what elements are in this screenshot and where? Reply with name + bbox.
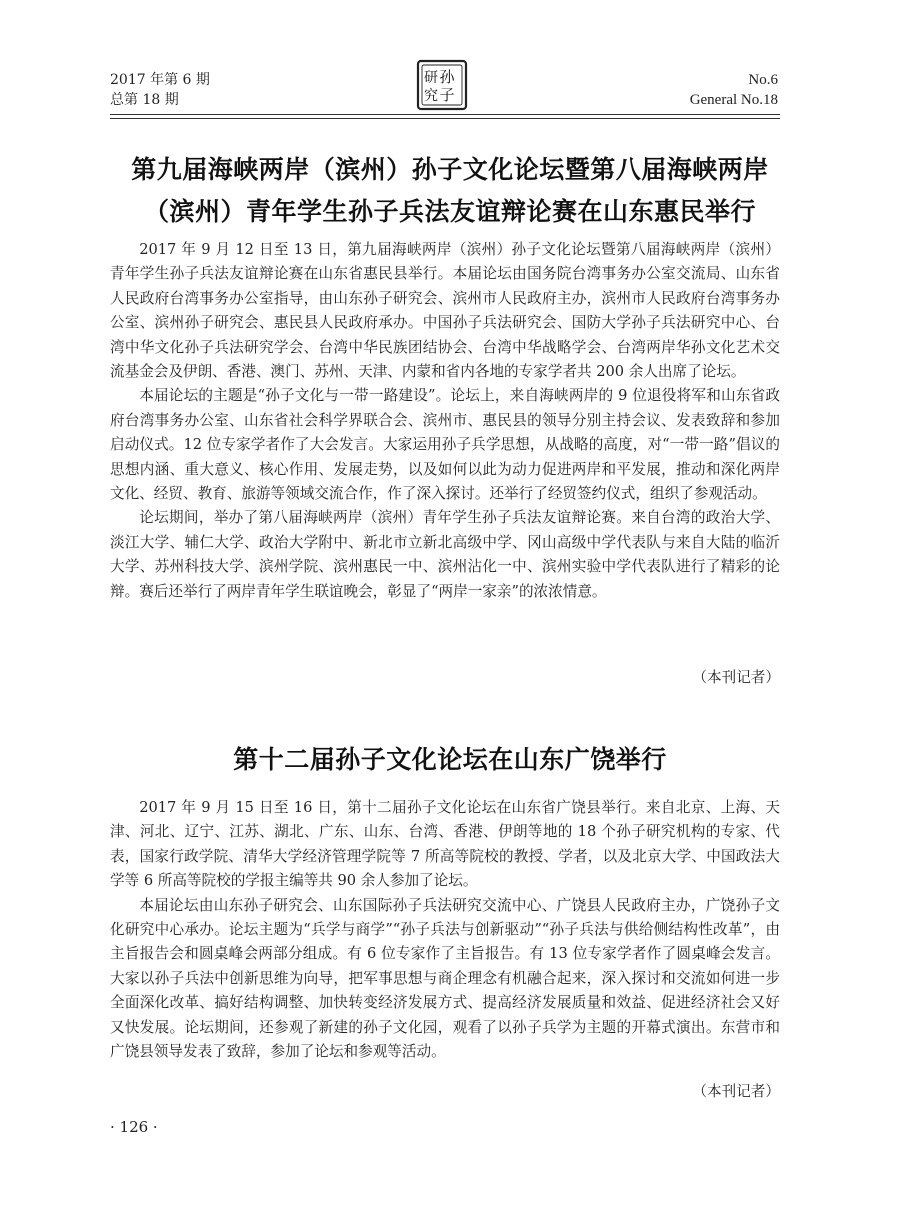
issue-info-right (690, 70, 778, 110)
article1-paragraph: 本届论坛的主题是“孙子文化与一带一路建设”。论坛上，来自海峡两岸的 9 位退役将军和山东省政府台湾事务办公室、山东省社会科学界联合会、滨州市、惠民县的领导分别主持会议、发表致辞和参加启动仪式。12 位专家学者作了大会发言。大家运用孙子兵学思想，从战略的高度，对“一带一路”倡议的思想内涵、重大意义、核心作用、发展走势，以及如何以此为动力促进两岸和平发展，推动和深化两岸文化、经贸、教育、旅游等领域交流合作，作了深入探讨。还举行了经贸签约仪式，组织了参观活动。 (110, 387, 780, 503)
article1-paragraph: 论坛期间，举办了第八届海峡两岸（滨州）青年学生孙子兵法友谊辩论赛。来自台湾的政治大学、淡江大学、辅仁大学、政治大学附中、新北市立新北高级中学、冈山高级中学代表队与来自大陆的临沂大学、苏州科技大学、滨州学院、滨州惠民一中、滨州沾化一中、滨州实验中学代表队进行了精彩的论辩。赛后还举行了两岸青年学生联谊晚会，彰显了“两岸一家亲”的浓浓情意。 (110, 509, 780, 600)
article2-paragraph: 2017 年 9 月 15 日至 16 日，第十二届孙子文化论坛在山东省广饶县举行。来自北京、上海、天津、河北、辽宁、江苏、湖北、广东、山东、台湾、香港、伊朗等地的 18 个孙子研究机构的专家、代表，国家行政学院、清华大学经济管理学院等 7 所高等院校的教授、学者，以及北京大学、中国政法大学等 6 所高等院校的学报主编等共 90 余人参加了论坛。 (110, 799, 780, 890)
article1-title-line1: 第九届海峡两岸（滨州）孙子文化论坛暨第八届海峡两岸 (131, 155, 769, 184)
svg-text:子: 子 (439, 86, 455, 104)
article1-body (110, 238, 780, 604)
svg-text:研: 研 (424, 70, 438, 86)
article2-byline: （本刊记者） (692, 1083, 780, 1100)
journal-logo-seal (415, 58, 469, 112)
header-rule-thick (110, 114, 780, 115)
article1-byline: （本刊记者） (692, 669, 780, 686)
general-number: General No.18 (689, 92, 778, 108)
article1-title-line2: （滨州）青年学生孙子兵法友谊辩论赛在山东惠民举行 (143, 197, 756, 226)
issue-info-left (110, 70, 210, 110)
issue-number: No.6 (748, 72, 778, 88)
svg-text:孙: 孙 (439, 68, 455, 86)
article2-body (110, 796, 780, 1064)
svg-text:究: 究 (424, 88, 438, 104)
issue-total: 总第 18 期 (110, 92, 179, 108)
article1-paragraph: 2017 年 9 月 12 日至 13 日，第九届海峡两岸（滨州）孙子文化论坛暨第八届海峡两岸（滨州）青年学生孙子兵法友谊辩论赛在山东省惠民县举行。本届论坛由国务院台湾事务办公室交流局、山东省人民政府台湾事务办公室指导，由山东孙子研究会、滨州市人民政府主办，滨州市人民政府台湾事务办公室、滨州孙子研究会、惠民县人民政府承办。中国孙子兵法研究会、国防大学孙子兵法研究中心、台湾中华文化孙子兵法研究学会、台湾中华民族团结协会、台湾中华战略学会、台湾两岸华孙文化艺术交流基金会及伊朗、香港、澳门、苏州、天津、内蒙和省内各地的专家学者共 200 余人出席了论坛。 (110, 241, 780, 381)
page-number: · 126 · (110, 1118, 158, 1136)
article2-paragraph: 本届论坛由山东孙子研究会、山东国际孙子兵法研究交流中心、广饶县人民政府主办，广饶孙子文化研究中心承办。论坛主题为“兵学与商学”“孙子兵法与创新驱动”“孙子兵法与供给侧结构性改革”，由主旨报告会和圆桌峰会两部分组成。有 6 位专家作了主旨报告。有 13 位专家学者作了圆桌峰会发言。大家以孙子兵法中创新思维为向导，把军事思想与商企理念有机融合起来，深入探讨和交流如何进一步全面深化改革、搞好结构调整、加快转变经济发展方式、提高经济发展质量和效益、促进经济社会又好又快发展。论坛期间，还参观了新建的孙子文化园，观看了以孙子兵学为主题的开幕式演出。东营市和广饶县领导发表了致辞，参加了论坛和参观等活动。 (110, 896, 780, 1061)
article2-title: 第十二届孙子文化论坛在山东广饶举行 (233, 745, 667, 774)
header-rule-thin (110, 118, 780, 119)
issue-year: 2017 年第 6 期 (110, 72, 210, 88)
